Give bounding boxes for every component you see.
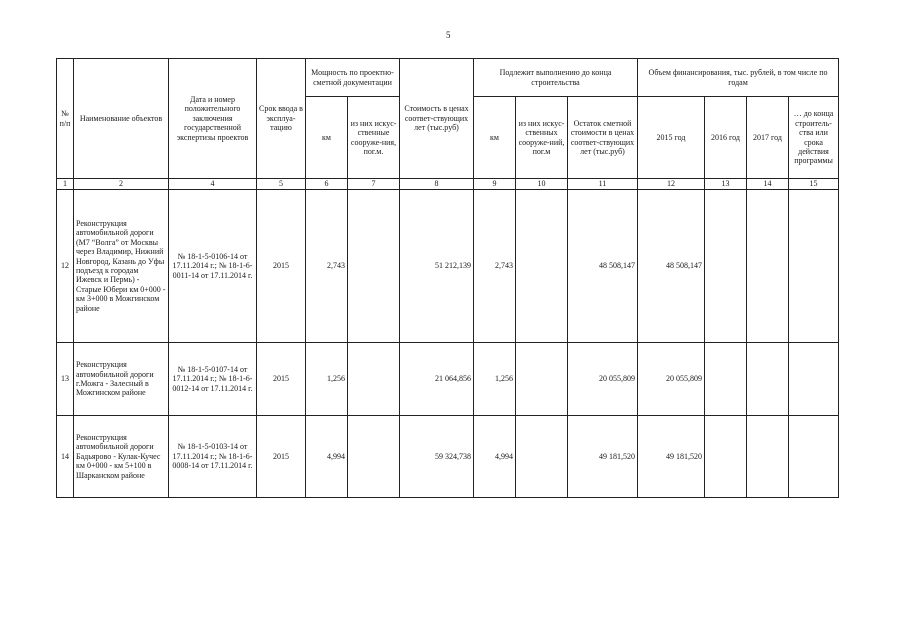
table-row: [57, 190, 839, 343]
column-index: 4: [169, 179, 257, 190]
header-num: № п/п: [57, 59, 74, 179]
finance-2017: [747, 416, 789, 498]
table-row: [57, 343, 839, 416]
header-remaining-artificial: из них искус-ственных сооруже-ний, пог.м: [516, 97, 568, 179]
remaining-km: 2,743: [474, 190, 516, 343]
column-index: 5: [257, 179, 306, 190]
remaining-artificial: [516, 190, 568, 343]
remaining-cost: 48 508,147: [568, 190, 638, 343]
header-until-end: … до конца строитель-ства или срока действия программы: [789, 97, 839, 179]
column-index: 11: [568, 179, 638, 190]
header-name: Наименование объектов: [74, 59, 169, 179]
finance-2017: [747, 343, 789, 416]
expertise-date-number: № 18-1-5-0106-14 от 17.11.2014 г.; № 18-1-6-0011-14 от 17.11.2014 г.: [169, 190, 257, 343]
column-index: 10: [516, 179, 568, 190]
remaining-cost: 20 055,809: [568, 343, 638, 416]
header-year-2017: 2017 год: [747, 97, 789, 179]
finance-2015: 49 181,520: [638, 416, 705, 498]
capacity-km: 4,994: [306, 416, 348, 498]
column-index: 14: [747, 179, 789, 190]
finance-2016: [705, 343, 747, 416]
column-index: 9: [474, 179, 516, 190]
capacity-km: 2,743: [306, 190, 348, 343]
object-name: Реконструкция автомобильной дороги (М7 “Волга” от Москвы через Владимир, Нижний Новгород, Казань до Уфы подъезд к городам Ижевск и Пермь) - Старые Юбери км 0+000 - км 3+000 в Можгинском районе: [74, 190, 169, 343]
capacity-artificial: [348, 343, 400, 416]
header-year-2016: 2016 год: [705, 97, 747, 179]
object-name: Реконструкция автомобильной дороги Бадьярово - Кулак-Кучес км 0+000 - км 5+100 в Шарканском районе: [74, 416, 169, 498]
finance-2016: [705, 190, 747, 343]
remaining-artificial: [516, 343, 568, 416]
commissioning-year: 2015: [257, 343, 306, 416]
column-index: 1: [57, 179, 74, 190]
header-deadline: Срок ввода в эксплуа-тацию: [257, 59, 306, 179]
commissioning-year: 2015: [257, 190, 306, 343]
column-index: 15: [789, 179, 839, 190]
expertise-date-number: № 18-1-5-0107-14 от 17.11.2014 г.; № 18-1-6-0012-14 от 17.11.2014 г.: [169, 343, 257, 416]
investment-table: [56, 58, 839, 498]
cost: 21 064,856: [400, 343, 474, 416]
finance-until-end: [789, 190, 839, 343]
expertise-date-number: № 18-1-5-0103-14 от 17.11.2014 г.; № 18-1-6-0008-14 от 17.11.2014 г.: [169, 416, 257, 498]
column-index: 8: [400, 179, 474, 190]
cost: 51 212,139: [400, 190, 474, 343]
remaining-km: 4,994: [474, 416, 516, 498]
capacity-km: 1,256: [306, 343, 348, 416]
header-capacity-artificial: из них искус-ственные сооруже-ния, пог.м.: [348, 97, 400, 179]
row-num: 12: [57, 190, 74, 343]
header-date-number: Дата и номер положительного заключения государственной экспертизы проектов: [169, 59, 257, 179]
column-index: 2: [74, 179, 169, 190]
remaining-km: 1,256: [474, 343, 516, 416]
column-index: 7: [348, 179, 400, 190]
page-number: 5: [446, 30, 451, 40]
column-index: 13: [705, 179, 747, 190]
table-row: [57, 416, 839, 498]
capacity-artificial: [348, 190, 400, 343]
row-num: 13: [57, 343, 74, 416]
finance-2017: [747, 190, 789, 343]
finance-2015: 20 055,809: [638, 343, 705, 416]
header-capacity-group: Мощность по проектно-сметной документации: [306, 59, 400, 97]
object-name: Реконструкция автомобильной дороги г.Можга - Залесный в Можгинском районе: [74, 343, 169, 416]
header-year-2015: 2015 год: [638, 97, 705, 179]
header-remaining-group: Подлежит выполнению до конца строительства: [474, 59, 638, 97]
header-remaining-cost: Остаток сметной стоимости в ценах соответ-ствующих лет (тыс.руб): [568, 97, 638, 179]
row-num: 14: [57, 416, 74, 498]
column-index: 12: [638, 179, 705, 190]
finance-until-end: [789, 343, 839, 416]
remaining-artificial: [516, 416, 568, 498]
header-remaining-km: км: [474, 97, 516, 179]
capacity-artificial: [348, 416, 400, 498]
header-cost: Стоимость в ценах соответ-ствующих лет (тыс.руб): [400, 59, 474, 179]
header-finance-group: Объем финансирования, тыс. рублей, в том числе по годам: [638, 59, 839, 97]
commissioning-year: 2015: [257, 416, 306, 498]
finance-2016: [705, 416, 747, 498]
header-capacity-km: км: [306, 97, 348, 179]
finance-2015: 48 508,147: [638, 190, 705, 343]
finance-until-end: [789, 416, 839, 498]
column-index: 6: [306, 179, 348, 190]
cost: 59 324,738: [400, 416, 474, 498]
remaining-cost: 49 181,520: [568, 416, 638, 498]
